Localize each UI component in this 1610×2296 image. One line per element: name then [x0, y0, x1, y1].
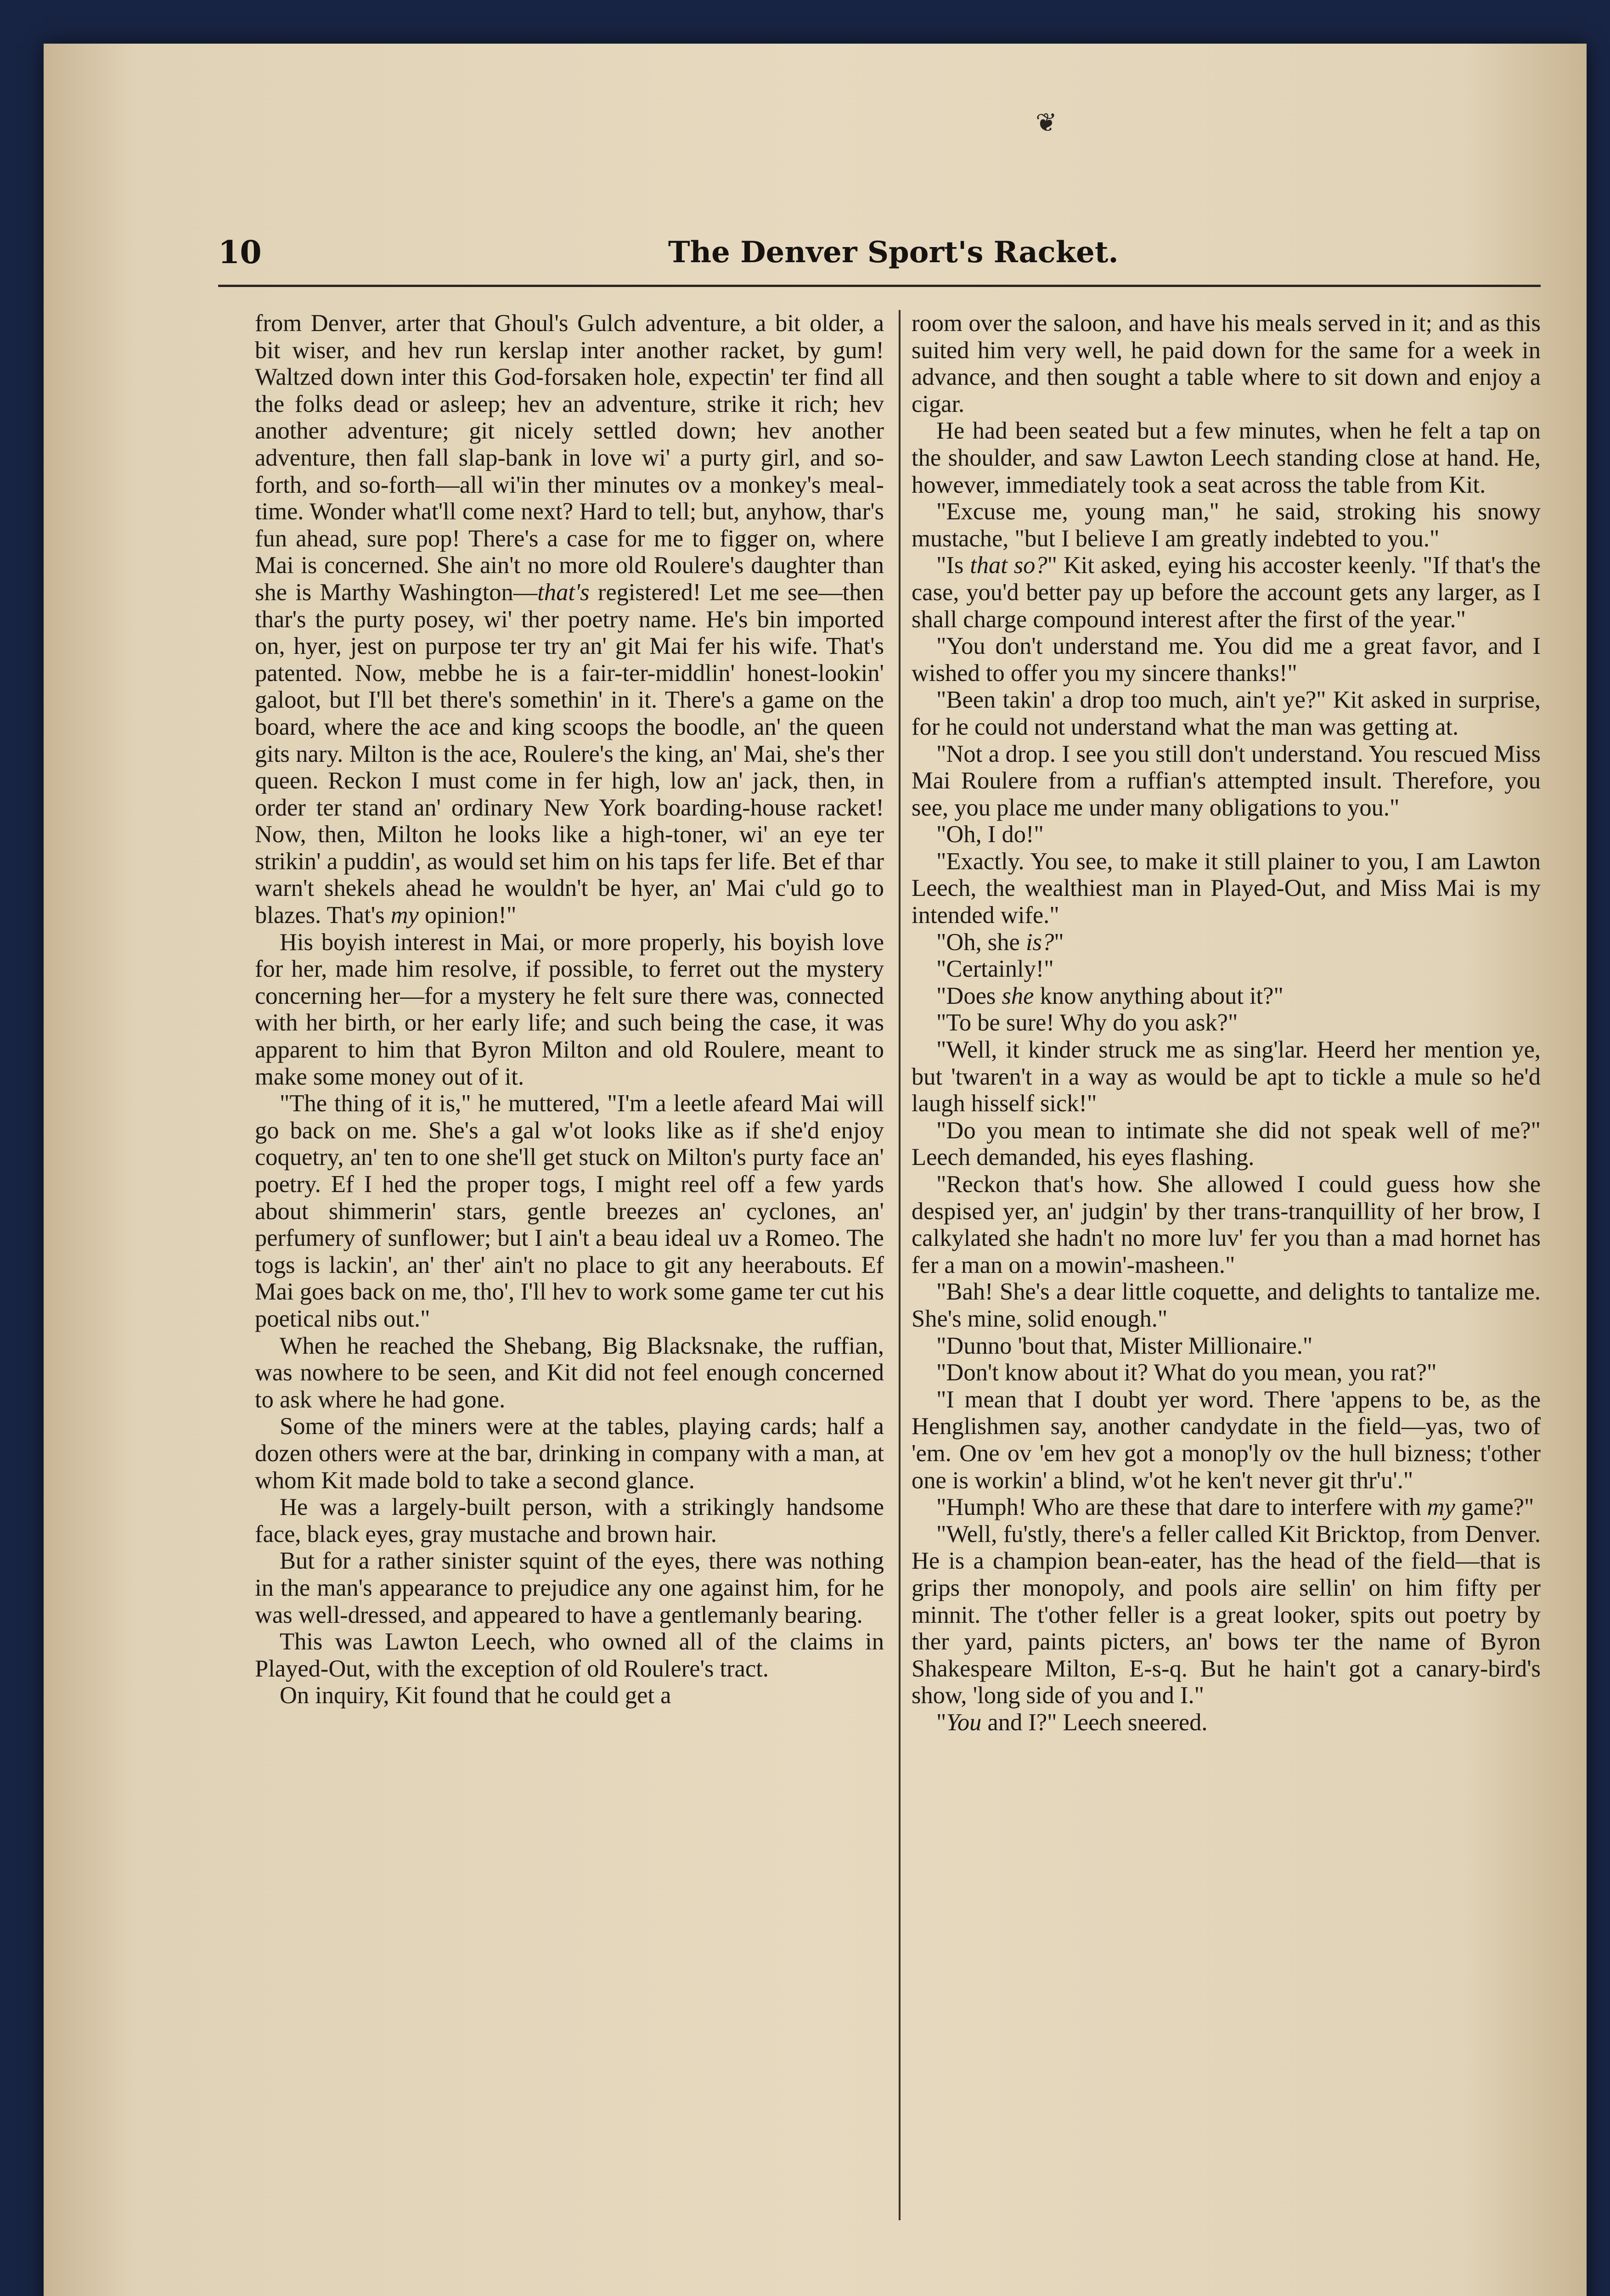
paragraph: "Reckon that's how. She allowed I could guess how she despised yer, an' judgin' by ther trans-tranquillity of her brow, I calkylated she hadn't no more luv' fer you than a mad hornet has fer a man on a mowin'-masheen." [912, 1171, 1541, 1278]
paragraph: This was Lawton Leech, who owned all of the claims in Played-Out, with the exception of old Roulere's tract. [255, 1628, 884, 1682]
paragraph: He had been seated but a few minutes, when he felt a tap on the shoulder, and saw Lawton Leech standing close at hand. He, however, immediately took a seat across the table from Kit. [912, 417, 1541, 498]
running-title: The Denver Sport's Racket. [668, 235, 1119, 270]
paragraph: "You and I?" Leech sneered. [936, 1709, 1208, 1736]
paragraph: "Oh, I do!" [936, 821, 1044, 848]
paragraph: "Excuse me, young man," he said, stroking his snowy mustache, "but I believe I am greatly indebted to you." [912, 498, 1541, 552]
paragraph: When he reached the Shebang, Big Blacksnake, the ruffian, was nowhere to be seen, and Kit did not feel enough concerned to ask where he had gone. [255, 1332, 884, 1413]
paragraph: "Oh, she is?" [936, 929, 1064, 956]
paragraph: "Not a drop. I see you still don't understand. You rescued Miss Mai Roulere from a ruffian's attempted insult. Therefore, you see, you place me under many obligations to you." [912, 740, 1541, 821]
paragraph: "Don't know about it? What do you mean, you rat?" [936, 1359, 1437, 1386]
paragraph: room over the saloon, and have his meals served in it; and as this suited him very well, he paid down for the same for a week in advance, and then sought a table where to sit down and enjoy a cigar. [912, 310, 1541, 417]
paragraph: "The thing of it is," he muttered, "I'm a leetle afeard Mai will go back on me. She's a gal w'ot looks like as if she'd enjoy coquetry, an' ten to one she'll get stuck on Milton's purty face an' poetry. Ef I hed the proper togs, I might reel off a few yards about shimmerin' stars, gentle breezes an' cyclones, an' perfumery of sunflower; but I ain't a beau ideal uv a Romeo. The togs is lackin', an' ther' ain't no place to git any heerabouts. Ef Mai goes back on me, tho', I'll hev to work some game ter cut his poetical nibs out." [255, 1090, 884, 1332]
paragraph: "To be sure! Why do you ask?" [936, 1009, 1238, 1036]
paragraph: "Certainly!" [936, 956, 1054, 983]
page-header [218, 234, 1187, 280]
column-divider [899, 310, 901, 2220]
paragraph: "Humph! Who are these that dare to interfere with my game?" [936, 1494, 1534, 1521]
paragraph: "You don't understand me. You did me a great favor, and I wished to offer you my sincere thanks!" [912, 633, 1541, 687]
right-column [912, 310, 1541, 2220]
paragraph: On inquiry, Kit found that he could get a [280, 1682, 671, 1709]
paragraph: "Bah! She's a dear little coquette, and delights to tantalize me. She's mine, solid enough." [912, 1278, 1541, 1332]
paragraph: His boyish interest in Mai, or more properly, his boyish love for her, made him resolve, if possible, to ferret out the mystery concerning her—for a mystery he felt sure there was, connected with her birth, or her early life; and such being the case, it was apparent to him that Byron Milton and old Roulere, meant to make some money out of it. [255, 929, 884, 1090]
paragraph: from Denver, arter that Ghoul's Gulch adventure, a bit older, a bit wiser, and hev run kerslap inter another racket, by gum! Waltzed down inter this God-forsaken hole, expectin' ter find all the folks dead or asleep; hev an adventure, strike it rich; hev another adventure; git nicely settled down; hev another adventure, then fall slap-bank in love wi' a purty girl, and so-forth, and so-forth—all wi'in ther minutes ov a monkey's meal-time. Wonder what'll come next? Hard to tell; but, anyhow, thar's fun ahead, sure pop! There's a case for me to figger on, where Mai is concerned. She ain't no more old Roulere's daughter than she is Marthy Washington—that's registered! Let me see—then thar's the purty posey, wi' ther poetry name. He's bin imported on, hyer, jest on purpose ter try an' git Mai fer his wife. That's patented. Now, mebbe he is a fair-ter-middlin' honest-lookin' galoot, but I'll bet there's somethin' in it. There's a game on the board, where the ace and king scoops the boodle, an' the queen gits nary. Milton is the ace, Roulere's the king, an' Mai, she's ther queen. Reckon I must come in fer high, low an' jack, then, in order ter stand an' ordinary New York boarding-house racket! Now, then, Milton he looks like a high-toner, wi' an eye ter strikin' a puddin', as would set him on his taps fer life. Bet ef thar warn't shekels ahead he wouldn't be hyer, an' Mai c'uld go to blazes. That's my opinion!" [255, 310, 884, 929]
paragraph: "Well, it kinder struck me as sing'lar. Heerd her mention ye, but 'twaren't in a way as would be apt to tickle a mule so he'd laugh hisself sick!" [912, 1036, 1541, 1117]
header-rule [218, 285, 1541, 287]
paragraph: "I mean that I doubt yer word. There 'appens to be, as the Henglishmen say, another candydate in the field—yas, two of 'em. One ov 'em hev got a monop'ly ov the hull bizness; t'other one is workin' a blind, w'ot he ken't never git thr'u'." [912, 1386, 1541, 1494]
book-page [44, 44, 1587, 2296]
paragraph: Some of the miners were at the tables, playing cards; half a dozen others were at the bar, drinking in company with a man, at whom Kit made bold to take a second glance. [255, 1413, 884, 1494]
left-column [255, 310, 884, 2220]
paragraph: But for a rather sinister squint of the eyes, there was nothing in the man's appearance to prejudice any one against him, for he was well-dressed, and appeared to have a gentlemanly bearing. [255, 1548, 884, 1628]
fleuron-ornament: ❦ [1036, 108, 1057, 138]
paragraph: "Do you mean to intimate she did not speak well of me?" Leech demanded, his eyes flashing. [912, 1117, 1541, 1171]
paragraph: "Is that so?" Kit asked, eying his accoster keenly. "If that's the case, you'd better pay up before the account gets any larger, as I shall charge compound interest after the first of the year." [912, 552, 1541, 633]
paragraph: "Exactly. You see, to make it still plainer to you, I am Lawton Leech, the wealthiest man in Played-Out, and Miss Mai is my intended wife." [912, 848, 1541, 929]
paragraph: He was a largely-built person, with a strikingly handsome face, black eyes, gray mustache and brown hair. [255, 1494, 884, 1548]
paragraph: "Been takin' a drop too much, ain't ye?" Kit asked in surprise, for he could not understand what the man was getting at. [912, 687, 1541, 740]
paragraph: "Well, fu'stly, there's a feller called Kit Bricktop, from Denver. He is a champion bean-eater, has the head of the field—that is grips ther monopoly, and pools aire sellin' on him fifty per minnit. The t'other feller is a great looker, spits out poetry by ther yard, paints picters, an' bows ter the name of Byron Shakespeare Milton, E-s-q. But he hain't got a canary-bird's show, 'long side of you and I." [912, 1520, 1541, 1709]
paragraph: "Dunno 'bout that, Mister Millionaire." [936, 1332, 1313, 1359]
paragraph: "Does she know anything about it?" [936, 982, 1283, 1009]
page-number: 10 [218, 234, 262, 271]
